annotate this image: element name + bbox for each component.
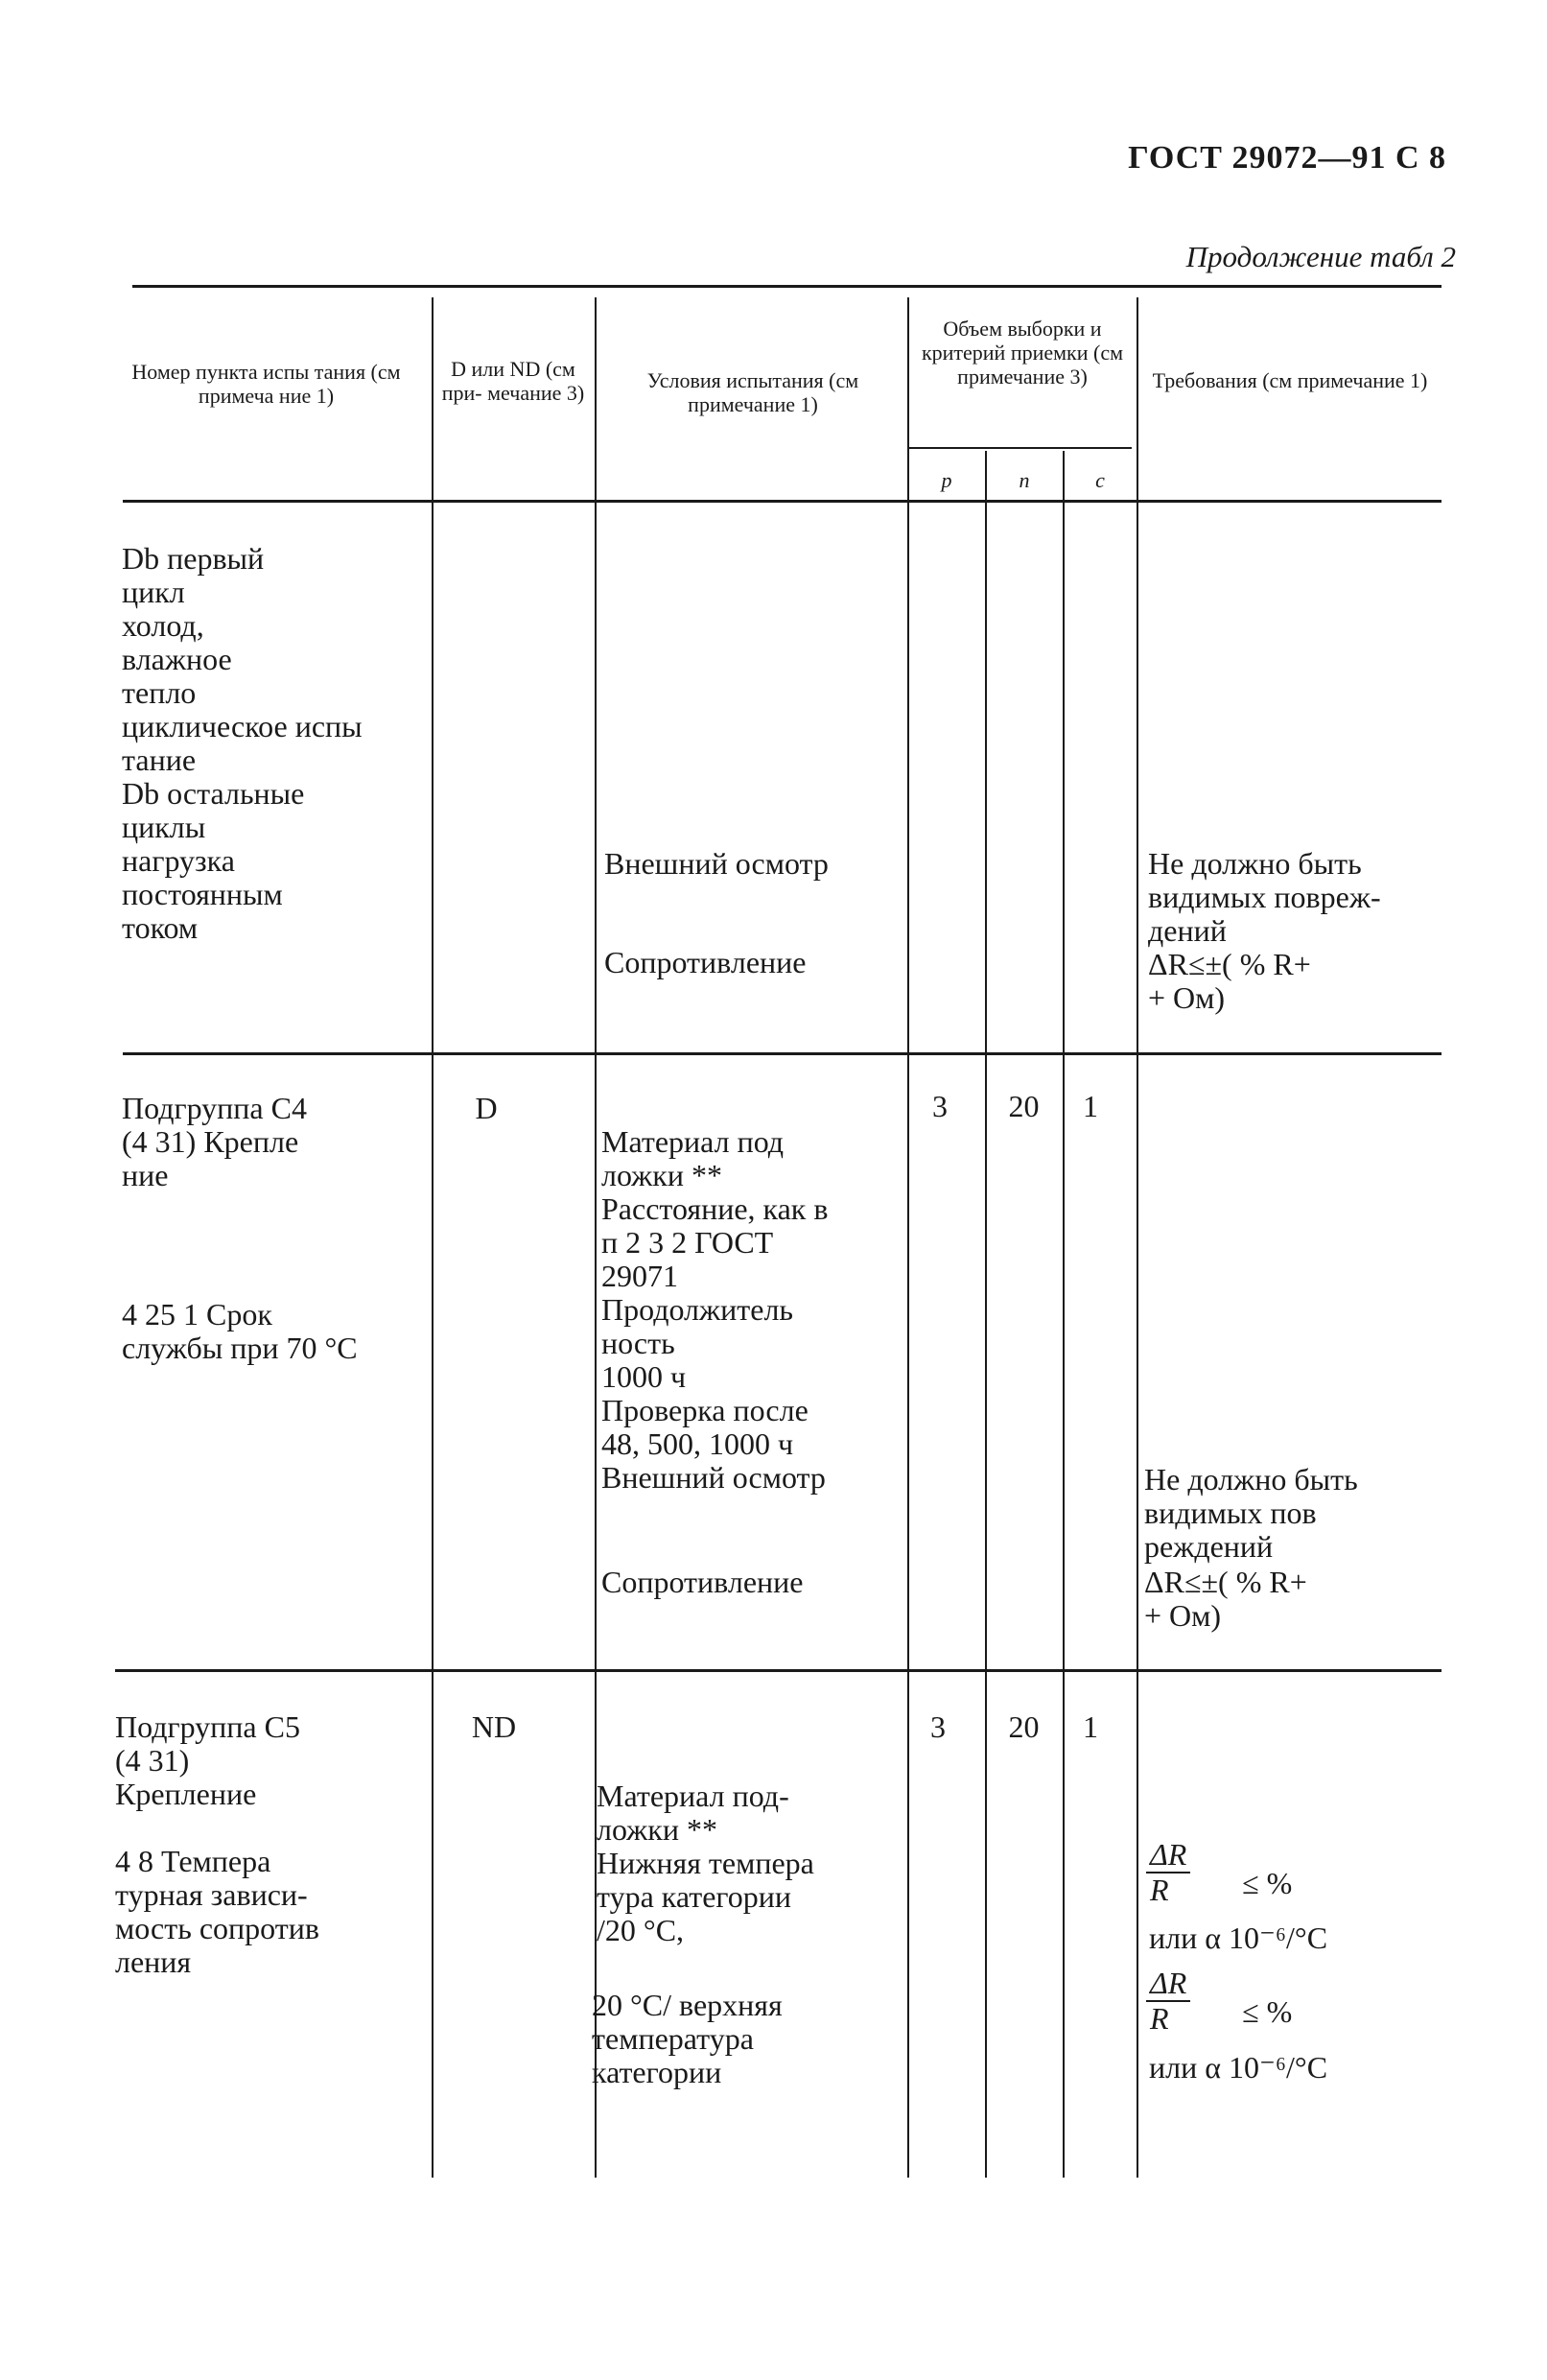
col-header-sample: Объем выборки и критерий приемки (см примечание 3) <box>921 317 1124 389</box>
col-divider-4 <box>985 451 987 2178</box>
row3-conditions-upper: 20 °С/ верхняя температура категории <box>592 1988 783 2089</box>
fraction-numerator: ΔR <box>1146 1838 1190 1873</box>
fraction-denominator: R <box>1150 2001 1169 2036</box>
col-header-d-nd: D или ND (см при- мечание 3) <box>441 357 585 405</box>
col-divider-6 <box>1137 297 1138 2178</box>
col-divider-1 <box>432 297 434 2178</box>
row3-n: 20 <box>1008 1709 1040 1744</box>
row3-p: 3 <box>930 1709 946 1744</box>
row1-conditions-resistance: Сопротивление <box>604 945 807 979</box>
row2-p: 3 <box>932 1089 948 1123</box>
col-header-requirements: Требования (см примечание 1) <box>1152 368 1428 392</box>
row2-n: 20 <box>1008 1089 1040 1123</box>
row1-requirement-damage: Не должно быть видимых повреж- дений <box>1148 846 1381 948</box>
row1-requirement-resistance: ΔR≤±( % R+ + Ом) <box>1148 947 1311 1015</box>
col-header-conditions: Условия испытания (см примечание 1) <box>646 368 859 416</box>
row3-c: 1 <box>1083 1709 1098 1744</box>
table-top-rule <box>132 285 1442 288</box>
row2-bottom-rule <box>115 1669 1442 1672</box>
table-continuation-label: Продолжение табл 2 <box>1185 240 1456 273</box>
col-divider-3 <box>907 297 909 2178</box>
row2-c: 1 <box>1083 1089 1098 1123</box>
fraction-relation: ≤ % <box>1242 1866 1293 1900</box>
fraction-relation: ≤ % <box>1242 1994 1293 2029</box>
row3-item-temperature: 4 8 Темпера турная зависи- мость сопротив ления <box>115 1844 319 1979</box>
row2-item-lifetime: 4 25 1 Срок службы при 70 °С <box>122 1297 358 1365</box>
row3-requirement-fraction-high <box>1146 1966 1293 2036</box>
col-header-item: Номер пункта испы тания (см примеча ние 1) <box>131 360 401 408</box>
fraction-denominator: R <box>1150 1873 1169 1907</box>
sample-subheader-rule <box>909 447 1132 449</box>
row2-conditions-resistance: Сопротивление <box>601 1565 804 1599</box>
header-bottom-rule <box>123 500 1442 503</box>
sub-header-p: p <box>941 468 952 492</box>
row3-requirement-alpha-low: или α 10⁻⁶/°С <box>1149 1920 1328 1955</box>
row2-d-nd: D <box>475 1091 498 1125</box>
row1-conditions-inspection: Внешний осмотр <box>604 846 829 881</box>
row1-bottom-rule <box>123 1052 1442 1055</box>
sub-header-c: c <box>1095 468 1105 492</box>
row1-item: Db первый цикл холод, влажное тепло циклическое испы тание Db остальные циклы нагрузка постоянным током <box>122 541 363 945</box>
row3-conditions: Материал под- ложки ** Нижняя темпера тура категории /20 °С, <box>597 1779 814 1947</box>
row3-item-subgroup: Подгруппа С5 (4 31) Крепление <box>115 1709 300 1811</box>
row3-requirement-fraction-low <box>1146 1837 1293 1907</box>
row2-conditions: Материал под ложки ** Расстояние, как в п 2 3 2 ГОСТ 29071 Продолжитель ность 1000 ч Проверка после 48, 500, 1000 ч Внешний осмотр <box>601 1124 829 1495</box>
row2-requirement-resistance: ΔR≤±( % R+ + Ом) <box>1144 1565 1307 1633</box>
row2-item-subgroup: Подгруппа С4 (4 31) Крепле ние <box>122 1091 307 1192</box>
col-divider-5 <box>1063 451 1065 2178</box>
document-code: ГОСТ 29072—91 С 8 <box>1128 140 1446 176</box>
row3-d-nd: ND <box>471 1709 517 1744</box>
sub-header-n: n <box>1019 468 1030 492</box>
row3-requirement-alpha-high: или α 10⁻⁶/°С <box>1149 2050 1328 2085</box>
fraction-numerator: ΔR <box>1146 1967 1190 2002</box>
row2-requirement-damage: Не должно быть видимых пов реждений <box>1144 1462 1358 1564</box>
